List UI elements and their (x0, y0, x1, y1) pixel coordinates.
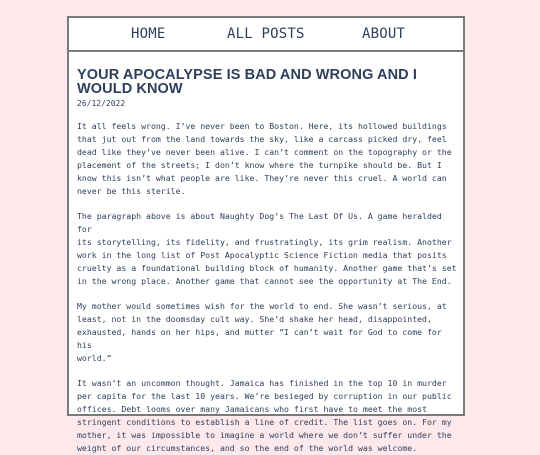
page-card (67, 16, 465, 453)
article-paragraph: It wasn’t an uncommon thought. Jamaica has finished in the top 10 in murder per capita for the last 10 years. We’re besieged by corruption in our public offices. Debt looms over many Jamaicans who first have to meet the most stringent conditions to establish a line of credit. The list goes on. For my mother, it was impossible to imagine a world where we don’t suffer under the weight of our circumstances, and so the end of the world was welcome. (77, 378, 452, 453)
top-nav (69, 18, 463, 52)
nav-about-link[interactable]: ABOUT (362, 26, 406, 42)
article-paragraph: The paragraph above is about Naughty Dog’s The Last Of Us. A game heralded for its storytelling, its fidelity, and frustratingly, its grim realism. Another work in the long list of Post Apocalyptic Science Fiction media that posits cruelty as a foundational building block of humanity. Another game that’s set in the wrong place. Another game that cannot see the opportunity at The End. (77, 211, 457, 286)
article-paragraph: It all feels wrong. I’ve never been to Boston. Here, its hollowed buildings that jut out from the land towards the sky, like a carcass picked dry, feel dead like they’ve never been alive. I can’t comment on the topography or the placement of the streets; I don’t know where the turnpike should be. But I know this isn’t what people are like. They’re never this cruel. A world can never be this sterile. (77, 121, 452, 196)
nav-all-posts-link[interactable]: ALL POSTS (227, 26, 305, 42)
nav-home-link[interactable]: HOME (131, 26, 166, 42)
article-date: 26/12/2022 (77, 99, 126, 108)
article-title: YOUR APOCALYPSE IS BAD AND WRONG AND I WOULD KNOW (77, 67, 418, 97)
article (77, 68, 461, 455)
article-paragraph: My mother would sometimes wish for the world to end. She wasn’t serious, at least, not in the doomsday cult way. She’d shake her head, disappointed, exhausted, hands on her hips, and mutter ”I can’t wait for God to come for his world.” (77, 301, 447, 363)
